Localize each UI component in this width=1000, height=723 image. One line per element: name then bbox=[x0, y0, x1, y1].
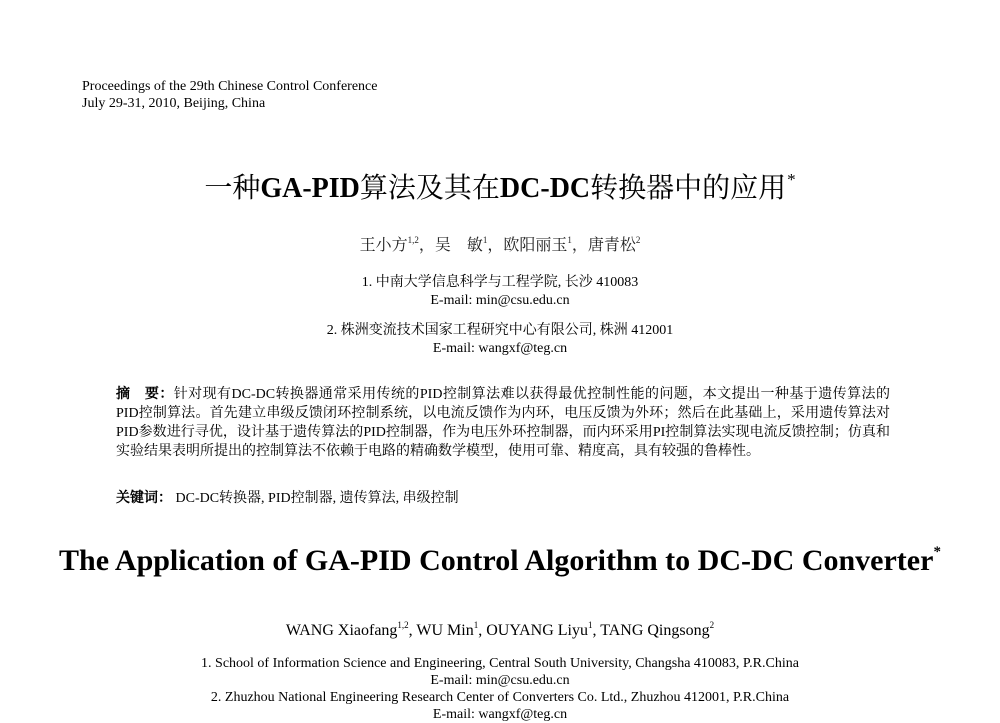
affiliation-email: E-mail: wangxf@teg.cn bbox=[432, 341, 568, 356]
abstract-label: 摘 要 bbox=[116, 387, 160, 402]
author-separator: , bbox=[592, 622, 601, 639]
proceedings-header bbox=[82, 78, 377, 112]
english-title bbox=[0, 535, 1000, 578]
english-affiliation-1 bbox=[0, 655, 1000, 689]
chinese-authors bbox=[0, 232, 1000, 255]
english-affiliation-2 bbox=[0, 689, 1000, 723]
author-name: 欧阳丽玉 bbox=[503, 237, 568, 254]
affiliation-text: 1. 中南大学信息科学与工程学院, 长沙 410083 bbox=[361, 275, 639, 290]
author-name: TANG Qingsong bbox=[600, 622, 710, 639]
proceedings-name: Proceedings of the 29th Chinese Control Conference bbox=[82, 79, 378, 94]
author-separator: ， bbox=[571, 237, 588, 254]
chinese-affiliation-1 bbox=[0, 274, 1000, 310]
proceedings-date: July 29-31, 2010, Beijing, China bbox=[82, 96, 266, 111]
affiliation-email: E-mail: min@csu.edu.cn bbox=[430, 293, 570, 308]
affiliation-text: 2. Zhuzhou National Engineering Research Center of Converters Co. Ltd., Zhuzhou 412001, P.R.China bbox=[210, 690, 790, 705]
author-separator: ， bbox=[418, 237, 435, 254]
affiliation-text: 2. 株洲变流技术国家工程研究中心有限公司, 株洲 412001 bbox=[326, 323, 674, 338]
author-name: 王小方 bbox=[359, 237, 408, 254]
cn-title-part: 转换器中的应用 bbox=[590, 173, 787, 204]
title-footnote-mark: * bbox=[933, 544, 941, 560]
author-name: 唐青松 bbox=[587, 237, 636, 254]
author-affiliation-mark: 2 bbox=[709, 620, 715, 630]
author-separator: ， bbox=[487, 237, 504, 254]
affiliation-text: 1. School of Information Science and Engineering, Central South University, Changsha 410083, P.R.China bbox=[201, 656, 799, 671]
author-name: WU Min bbox=[416, 622, 474, 639]
en-title-text: The Application of GA-PID Control Algorithm to DC-DC Converter bbox=[59, 544, 934, 577]
author-affiliation-mark: 1 bbox=[588, 620, 593, 630]
author-name: 吴 敏 bbox=[434, 237, 483, 254]
author-name: OUYANG Liyu bbox=[486, 622, 588, 639]
chinese-abstract: 摘 要：针对现有DC-DC转换器通常采用传统的PID控制算法难以获得最优控制性能的问题，本文提出一种基于遗传算法的PID控制算法。首先建立串级反馈闭环控制系统，以电流反馈作为内环，电压反馈为外环；然后在此基础上，采用遗传算法对PID参数进行寻优，设计基于遗传算法的PID控制器，作为电压外环控制器，而内环采用PI控制算法实现电流反馈控制；仿真和实验结果表明所提出的控制算法不依赖于电路的精确数学模型，使用可靠、精度高，具有较强的鲁棒性。 bbox=[116, 387, 890, 459]
author-affiliation-mark: 1 bbox=[473, 620, 479, 630]
cn-title-part: GA-PID bbox=[260, 173, 360, 204]
author-name: WANG Xiaofang bbox=[285, 622, 398, 639]
author-affiliation-mark: 1,2 bbox=[397, 620, 409, 630]
author-affiliation-mark: 2 bbox=[635, 235, 641, 245]
cn-title-part: 算法及其在 bbox=[359, 173, 500, 204]
chinese-title bbox=[0, 162, 1000, 207]
author-separator: , bbox=[408, 622, 417, 639]
cn-title-part: 一种 bbox=[204, 173, 261, 204]
author-affiliation-mark: 1 bbox=[482, 235, 488, 245]
author-affiliation-mark: 1 bbox=[567, 235, 572, 245]
chinese-affiliation-2 bbox=[0, 322, 1000, 358]
cn-title-part: DC-DC bbox=[499, 173, 591, 204]
abstract-text: 针对现有DC-DC转换器通常采用传统的PID控制算法难以获得最优控制性能的问题，本文提出一种基于遗传算法的PID控制算法。首先建立串级反馈闭环控制系统，以电流反馈作为内环，电压反馈为外环；然后在此基础上，采用遗传算法对PID参数进行寻优，设计基于遗传算法的PID控制器，作为电压外环控制器，而内环采用PI控制算法实现电流反馈控制；仿真和实验结果表明所提出的控制算法不依赖于电路的精确数学模型，使用可靠、精度高，具有较强的鲁棒性。 bbox=[116, 387, 890, 459]
chinese-keywords: 关键词： DC-DC转换器, PID控制器, 遗传算法, 串级控制 bbox=[116, 491, 459, 506]
title-footnote-mark: * bbox=[787, 170, 796, 189]
keywords-text: DC-DC转换器, PID控制器, 遗传算法, 串级控制 bbox=[175, 491, 459, 506]
affiliation-email: E-mail: min@csu.edu.cn bbox=[430, 673, 570, 688]
english-authors bbox=[0, 620, 1000, 640]
author-affiliation-mark: 1,2 bbox=[407, 235, 419, 245]
keywords-label: 关键词 bbox=[116, 491, 158, 506]
affiliation-email: E-mail: wangxf@teg.cn bbox=[432, 707, 568, 722]
author-separator: , bbox=[478, 622, 487, 639]
